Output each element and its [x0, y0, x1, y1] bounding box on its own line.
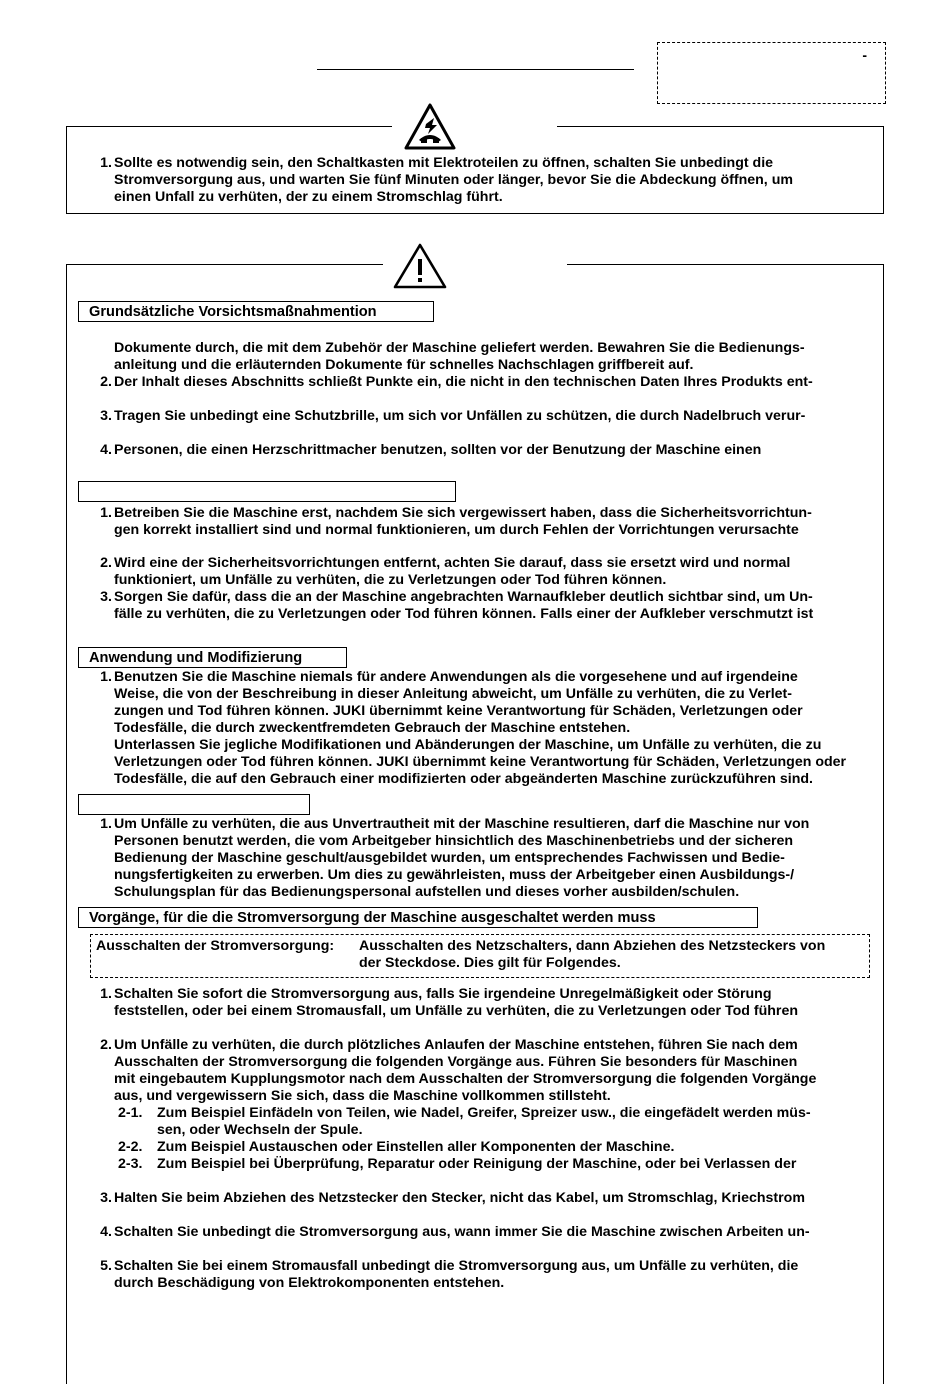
list-number: 2. [100, 1037, 112, 1053]
basic-continued-text: Dokumente durch, die mit dem Zubehör der Maschine geliefert werden. Bewahren Sie die Bedienungs- anleitung und die erläuternden Dokumente für schnelles Nachschlagen griffbereit auf. [114, 340, 805, 373]
list-number: 4. [100, 1224, 112, 1240]
electric-shock-warning-icon [403, 102, 457, 152]
list-text: Um Unfälle zu verhüten, die aus Unvertrautheit mit der Maschine resultieren, darf die Maschine nur von Personen benutzt werden, die vom Arbeitgeber hinsichtlich des Maschinenbetriebs und der sicheren Bedienung der Maschine geschult/ausgebildet wurden, um entsprechendes Fachwissen und Bedie- nungsfertigkeiten zu erwerben. Um dies zu gewährleisten, muss der Arbeitgeber einen Ausbildungs-/ Schulungsplan für das Bedienungspersonal aufstellen und dieses vorher ausbilden/schulen. [114, 816, 810, 900]
section-heading-basic: Grundsätzliche Vorsichtsmaßnahmention [78, 301, 434, 322]
list-number: 1. [100, 986, 112, 1002]
list-text: Personen, die einen Herzschrittmacher benutzen, sollten vor der Benutzung der Maschine einen [114, 442, 762, 458]
title-rule [317, 69, 634, 70]
list-text: Benutzen Sie die Maschine niemals für andere Anwendungen als die vorgesehene und auf irgendeine Weise, die von der Beschreibung in dieser Anleitung abweicht, um Unfälle zu verhüten, die zu Verlet- zungen und Tod führen können. JUKI übernimmt keine Verantwortung für Schäden, Verletzungen oder Todesfälle, die durch zweckentfremdeten Gebrauch der Maschine entstehen. Unterlassen Sie jegliche Modifikationen und Abänderungen der Maschine, um Unfälle zu verhüten, die zu Verletzungen oder Tod führen können. JUKI übernimmt keine Verantwortung für Schäden, Verletzungen oder Todesfälle, die auf den Gebrauch einer modifizierten oder abgeänderten Maschine zurückzuführen sind. [114, 669, 847, 787]
list-number: 5. [100, 1258, 112, 1274]
list-number: 2. [100, 555, 112, 571]
list-text: Wird eine der Sicherheitsvorrichtungen entfernt, achten Sie darauf, dass sie ersetzt wird und normal funktioniert, um Unfälle zu verhüten, die zu Verletzungen oder Tod führen können. [114, 555, 791, 588]
list-text: Halten Sie beim Abziehen des Netzstecker den Stecker, nicht das Kabel, um Stromschlag, Kriechstrom [114, 1190, 805, 1206]
power-off-note-text: Ausschalten des Netzschalters, dann Abziehen des Netzsteckers von der Steckdose. Dies gilt für Folgendes. [359, 938, 826, 971]
model-number-box [657, 42, 886, 104]
list-text: Sorgen Sie dafür, dass die an der Maschine angebrachten Warnaufkleber deutlich sichtbar sind, um Un- fälle zu verhüten, die zu Verletzungen oder Tod führen können. Falls einer der Aufkleber verschmutzt ist [114, 589, 814, 622]
list-number: 3. [100, 589, 112, 605]
model-number-dash: - [862, 47, 867, 63]
list-text: Der Inhalt dieses Abschnitts schließt Punkte ein, die nicht in den technischen Daten Ihres Produkts ent- [114, 374, 813, 390]
list-text: Schalten Sie bei einem Stromausfall unbedingt die Stromversorgung aus, um Unfälle zu verhüten, die durch Beschädigung von Elektrokomponenten entstehen. [114, 1258, 799, 1291]
list-text: Schalten Sie unbedingt die Stromversorgung aus, wann immer Sie die Maschine zwischen Arbeiten un- [114, 1224, 810, 1240]
list-text: Schalten Sie sofort die Stromversorgung aus, falls Sie irgendeine Unregelmäßigkeit oder Störung feststellen, oder bei einem Stromausfall, um Unfälle zu verhüten, die zu Verletzungen oder Tod führen [114, 986, 799, 1019]
list-number: 1. [100, 816, 112, 832]
list-number: 4. [100, 442, 112, 458]
section-heading-safety [78, 481, 456, 502]
section-heading-training [78, 794, 310, 815]
list-text: Sollte es notwendig sein, den Schaltkasten mit Elektroteilen zu öffnen, schalten Sie unbedingt die Stromversorgung aus, und warten Sie fünf Minuten oder länger, bevor Sie die Abdeckung öffnen, um einen Unfall zu verhüten, der zu einem Stromschlag führt. [114, 155, 793, 205]
sub-list-number: 2-1. [118, 1105, 143, 1121]
list-number: 3. [100, 1190, 112, 1206]
sub-list-text: Zum Beispiel Austauschen oder Einstellen aller Komponenten der Maschine. [157, 1139, 675, 1155]
sub-list-number: 2-3. [118, 1156, 143, 1172]
power-off-note-label: Ausschalten der Stromversorgung: [96, 938, 335, 954]
list-text: Um Unfälle zu verhüten, die durch plötzliches Anlaufen der Maschine entstehen, führen Sie nach dem Ausschalten der Stromversorgung die folgenden Vorgänge aus. Führen Sie besonders für Maschinen mit eingebautem Kupplungsmotor nach dem Ausschalten der Stromversorgung die folgenden Vorgänge aus, und vergewissern Sie sich, dass die Maschine vollkommen stillsteht. [114, 1037, 817, 1104]
list-number: 1. [100, 155, 112, 171]
list-number: 1. [100, 669, 112, 685]
list-text: Tragen Sie unbedingt eine Schutzbrille, um sich vor Unfällen zu schützen, die durch Nadelbruch verur- [114, 408, 806, 424]
list-number: 3. [100, 408, 112, 424]
sub-list-text: Zum Beispiel bei Überprüfung, Reparatur oder Reinigung der Maschine, oder bei Verlassen der [157, 1156, 797, 1172]
caution-warning-icon [392, 242, 448, 290]
list-number: 1. [100, 505, 112, 521]
list-text: Betreiben Sie die Maschine erst, nachdem Sie sich vergewissert haben, dass die Sicherheitsvorrichtun- gen korrekt installiert sind und normal funktionieren, um durch Fehlen der Vorrichtungen verursachte [114, 505, 812, 538]
sub-list-text: Zum Beispiel Einfädeln von Teilen, wie Nadel, Greifer, Spreizer usw., die eingefädelt werden müs- sen, oder Wechseln der Spule. [157, 1105, 811, 1138]
section-heading-power: Vorgänge, für die die Stromversorgung der Maschine ausgeschaltet werden muss [78, 907, 758, 928]
sub-list-number: 2-2. [118, 1139, 143, 1155]
section-heading-usage: Anwendung und Modifizierung [78, 647, 347, 668]
list-number: 2. [100, 374, 112, 390]
